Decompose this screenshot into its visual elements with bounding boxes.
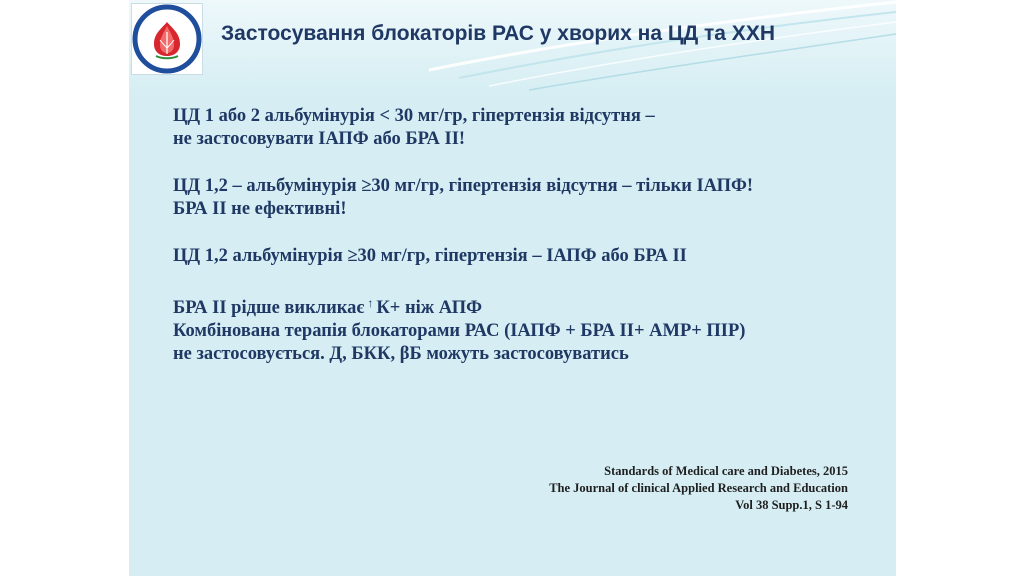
body-text-line: ЦД 1 або 2 альбумінурія < 30 мг/гр, гіпертензія відсутня –	[173, 106, 655, 126]
arrow-up-icon: ↑	[367, 296, 374, 310]
reference-line: The Journal of clinical Applied Research and Education	[549, 481, 848, 495]
references	[549, 463, 848, 514]
slide	[129, 0, 896, 576]
body-text-fragment: БРА ІІ рідше викликає	[173, 298, 365, 318]
slide-body	[173, 105, 873, 366]
body-text-fragment: К+ ніж АПФ	[376, 298, 482, 318]
body-text-line	[173, 292, 873, 320]
body-text-line: не застосовувати ІАПФ або БРА ІІ!	[173, 129, 466, 149]
reference-line: Standards of Medical care and Diabetes, 2015	[604, 464, 848, 478]
header-swoosh-decoration	[129, 0, 896, 92]
body-text-line: ЦД 1,2 – альбумінурія ≥30 мг/гр, гіпертензія відсутня – тільки ІАПФ!	[173, 176, 754, 196]
institute-logo	[131, 3, 203, 75]
institute-flower-emblem-icon	[132, 4, 202, 74]
body-text-line: БРА ІІ не ефективні!	[173, 199, 347, 219]
slide-title: Застосування блокаторів РАС у хворих на ЦД та ХХН	[221, 22, 775, 45]
body-text-line: ЦД 1,2 альбумінурія ≥30 мг/гр, гіпертензія – ІАПФ або БРА ІІ	[173, 246, 687, 266]
body-text-line: Комбінована терапія блокаторами РАС (ІАПФ + БРА ІІ+ АМР+ ПІР)	[173, 321, 746, 341]
body-text-line: не застосовується. Д, БКК, βБ можуть застосовуватись	[173, 344, 629, 364]
reference-line: Vol 38 Supp.1, S 1-94	[735, 498, 848, 512]
